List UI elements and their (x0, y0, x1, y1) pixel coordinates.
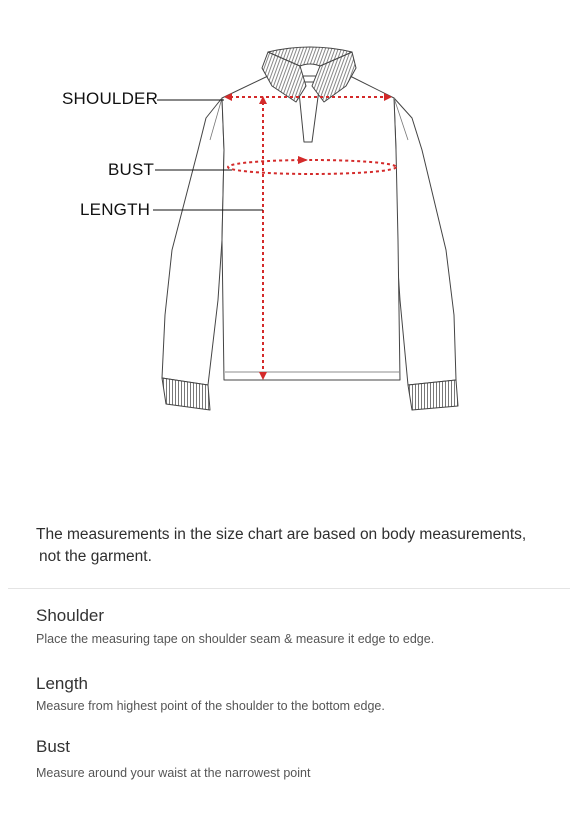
bust-label: BUST (108, 160, 155, 179)
shoulder-description: Place the measuring tape on shoulder seam & measure it edge to edge. (36, 632, 435, 646)
length-label: LENGTH (80, 200, 151, 219)
size-chart-note (36, 524, 556, 568)
length-description: Measure from highest point of the shoulder to the bottom edge. (36, 699, 385, 713)
shoulder-label: SHOULDER (62, 89, 159, 108)
section-divider (8, 588, 570, 589)
shoulder-title: Shoulder (36, 606, 105, 625)
bust-title: Bust (36, 737, 71, 756)
note-line-1: The measurements in the size chart are based on body measurements, (36, 526, 527, 543)
length-title: Length (36, 674, 88, 693)
note-line-2: not the garment. (39, 548, 152, 565)
shirt-outline (162, 47, 458, 410)
bust-description: Measure around your waist at the narrowest point (36, 766, 311, 780)
